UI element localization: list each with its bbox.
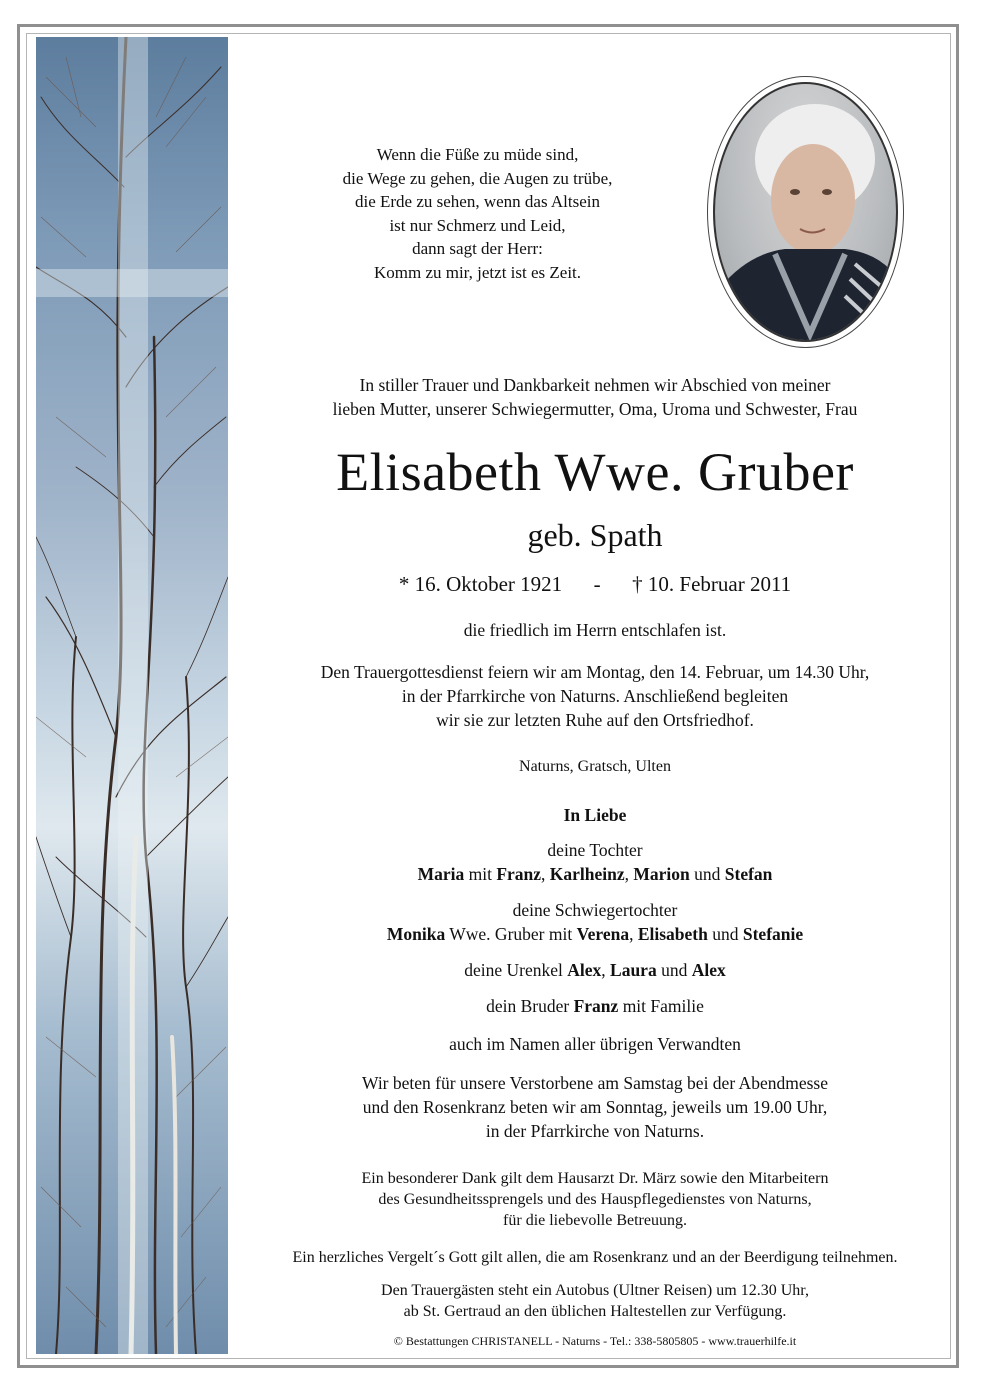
bus-info xyxy=(245,1280,945,1322)
prayer-line: Wir beten für unsere Verstorbene am Samstag bei der Abendmesse xyxy=(362,1073,828,1093)
poem-line: die Erde zu sehen, wenn das Altsein xyxy=(354,192,600,211)
birth-date: * 16. Oktober 1921 xyxy=(398,572,563,596)
service-line: in der Pfarrkirche von Naturns. Anschließend begleiten xyxy=(401,686,789,706)
life-dates xyxy=(245,570,945,598)
birch-tree-image xyxy=(36,37,228,1354)
thanks-line: des Gesundheitssprengels und des Hauspflegedienstes von Naturns, xyxy=(378,1191,812,1208)
poem-line: die Wege zu gehen, die Augen zu trübe, xyxy=(342,168,613,188)
maiden-name: geb. Spath xyxy=(527,517,663,553)
poem-line: Komm zu mir, jetzt ist es Zeit. xyxy=(373,262,582,282)
portrait-photo xyxy=(713,82,898,342)
daughter-line: Maria mit Franz, Karlheinz, Marion und Stefan xyxy=(417,864,773,884)
cross-horizontal-beam xyxy=(36,269,228,297)
intro-line: In stiller Trauer und Dankbarkeit nehmen wir Abschied von meiner xyxy=(359,375,831,395)
service-line: Den Trauergottesdienst feiern wir am Montag, den 14. Februar, um 14.30 Uhr, xyxy=(320,662,870,682)
intro-line: lieben Mutter, unserer Schwiegermutter, Oma, Uroma und Schwester, Frau xyxy=(332,399,858,419)
daughter-label: deine Tochter xyxy=(547,840,643,860)
relatives-line: auch im Namen aller übrigen Verwandten xyxy=(449,1034,741,1054)
brother-line: dein Bruder Franz mit Familie xyxy=(486,996,704,1016)
intro-text xyxy=(245,373,945,421)
cross-vertical-beam xyxy=(118,37,148,1354)
poem-line: Wenn die Füße zu müde sind, xyxy=(376,145,579,164)
poem-line: ist nur Schmerz und Leid, xyxy=(389,215,566,235)
great-grandchildren-line: deine Urenkel Alex, Laura und Alex xyxy=(464,960,726,980)
service-info xyxy=(245,660,945,732)
died-text: die friedlich im Herrn entschlafen ist. xyxy=(463,620,727,640)
bus-line: Den Trauergästen steht ein Autobus (Ultner Reisen) um 12.30 Uhr, xyxy=(381,1282,809,1299)
date-separator: - xyxy=(593,572,601,596)
vergelt-text: Ein herzliches Vergelt´s Gott gilt allen, die am Rosenkranz und an der Beerdigung teilnehmen. xyxy=(292,1249,898,1266)
footer-credit: © Bestattungen CHRISTANELL - Naturns - Tel.: 338-5805805 - www.trauerhilfe.it xyxy=(393,1334,797,1348)
prayer-line: und den Rosenkranz beten wir am Sonntag, jeweils um 19.00 Uhr, xyxy=(362,1097,828,1117)
bus-line: ab St. Gertraud an den üblichen Haltestellen zur Verfügung. xyxy=(403,1303,787,1320)
portrait-illustration xyxy=(715,84,898,342)
service-line: wir sie zur letzten Ruhe auf den Ortsfriedhof. xyxy=(436,710,754,730)
poem xyxy=(300,143,655,284)
in-love-heading: In Liebe xyxy=(563,805,627,825)
daughter-in-law-line: Monika Wwe. Gruber mit Verena, Elisabeth und Stefanie xyxy=(386,924,804,944)
deceased-name: Elisabeth Wwe. Gruber xyxy=(336,442,854,502)
death-date: † 10. Februar 2011 xyxy=(632,572,792,596)
thanks-line: für die liebevolle Betreuung. xyxy=(503,1212,687,1229)
thanks-text xyxy=(245,1168,945,1231)
places: Naturns, Gratsch, Ulten xyxy=(519,758,671,775)
poem-line: dann sagt der Herr: xyxy=(412,239,543,258)
prayer-line: in der Pfarrkirche von Naturns. xyxy=(485,1121,705,1141)
thanks-line: Ein besonderer Dank gilt dem Hausarzt Dr. März sowie den Mitarbeitern xyxy=(361,1170,829,1187)
prayer-info xyxy=(245,1071,945,1143)
daughter-in-law-label: deine Schwiegertochter xyxy=(512,900,678,920)
